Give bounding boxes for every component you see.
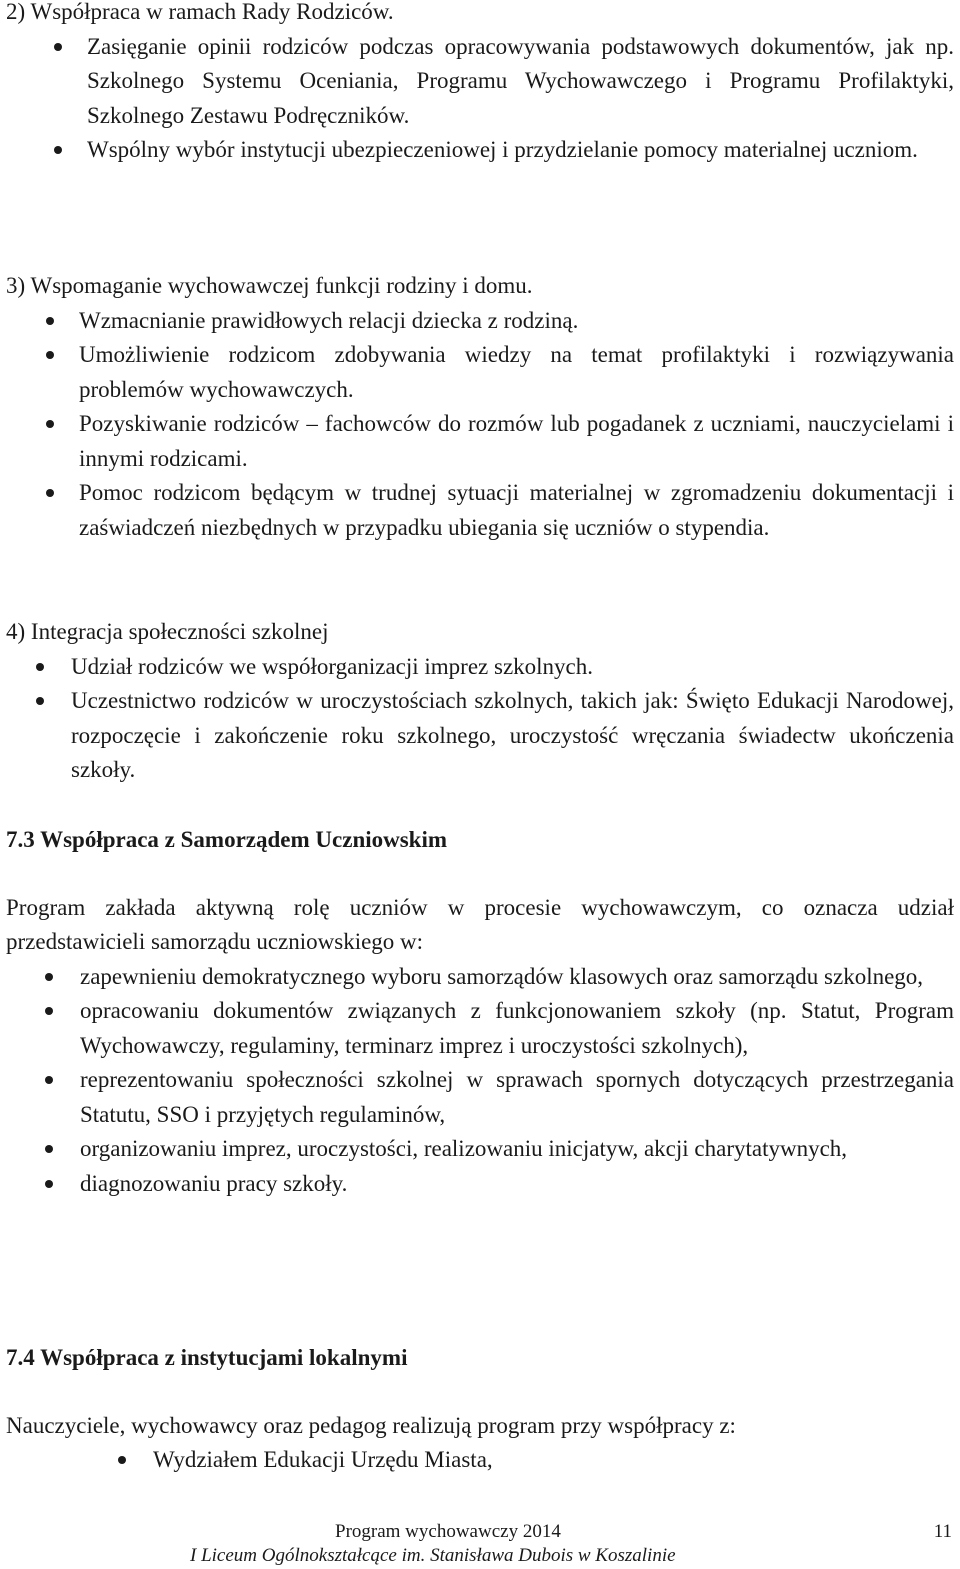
list-item-text: reprezentowaniu społeczności szkolnej w sprawach spornych dotyczących przestrzegania Statutu, SSO i przyjętych regulaminów,	[80, 1067, 954, 1127]
bullet-list	[6, 960, 954, 1202]
bullet-icon	[45, 1076, 53, 1084]
list-item	[6, 960, 954, 995]
section-heading: 7.3 Współpraca z Samorządem Uczniowskim	[6, 827, 448, 852]
bullet-icon	[54, 146, 62, 154]
section-heading: 2) Współpraca w ramach Rady Rodziców.	[6, 0, 394, 24]
list-item	[6, 476, 954, 545]
list-item-text: Umożliwienie rodzicom zdobywania wiedzy na temat profilaktyki i rozwiązywania problemów wychowawczych.	[79, 342, 954, 402]
section-7-4	[6, 1341, 954, 1478]
bullet-list	[6, 304, 954, 546]
list-item	[6, 1132, 954, 1167]
section-heading: 3) Wspomaganie wychowawczej funkcji rodziny i domu.	[6, 273, 533, 298]
bullet-icon	[36, 663, 44, 671]
bullet-list	[6, 650, 954, 788]
bullet-icon	[45, 1145, 53, 1153]
list-item-text: Uczestnictwo rodziców w uroczystościach szkolnych, takich jak: Święto Edukacji Narodowej, rozpoczęcie i zakończenie roku szkolnego, uroczystość wręczania świadectw ukończenia szkoły.	[71, 688, 954, 782]
list-item	[6, 1167, 954, 1202]
bullet-icon	[118, 1456, 126, 1464]
bullet-icon	[45, 1180, 53, 1188]
list-item-text: Zasięganie opinii rodziców podczas opracowywania podstawowych dokumentów, jak np. Szkolnego Systemu Oceniania, Programu Wychowawczego i Programu Profilaktyki, Szkolnego Zestawu Podręczników.	[87, 33, 954, 128]
bullet-icon	[46, 420, 54, 428]
list-item	[6, 30, 954, 134]
list-item	[6, 1443, 954, 1478]
list-item	[6, 133, 954, 168]
bullet-list	[6, 30, 954, 168]
list-item-text: Wydziałem Edukacji Urzędu Miasta,	[153, 1447, 493, 1472]
bullet-icon	[46, 317, 54, 325]
list-item-text: opracowaniu dokumentów związanych z funkcjonowaniem szkoły (np. Statut, Program Wychowawczy, regulaminy, terminarz imprez i uroczystości szkolnych),	[80, 998, 954, 1058]
footer-program-title: Program wychowawczy 2014	[335, 1521, 561, 1542]
section-3	[6, 269, 954, 545]
footer-school-name: I Liceum Ogólnokształcące im. Stanisława Dubois w Koszalinie	[190, 1545, 676, 1566]
list-item-text: diagnozowaniu pracy szkoły.	[80, 1170, 348, 1196]
list-item	[6, 1063, 954, 1132]
list-item-text: Udział rodziców we współorganizacji imprez szkolnych.	[71, 653, 594, 679]
list-item-text: Wspólny wybór instytucji ubezpieczeniowej i przydzielanie pomocy materialnej uczniom.	[87, 137, 918, 162]
section-heading: 7.4 Współpraca z instytucjami lokalnymi	[6, 1345, 408, 1370]
bullet-icon	[45, 973, 53, 981]
list-item	[6, 338, 954, 407]
list-item-text: Wzmacnianie prawidłowych relacji dziecka z rodziną.	[79, 307, 579, 333]
bullet-icon	[36, 697, 44, 705]
bullet-list	[6, 1443, 954, 1478]
bullet-icon	[54, 43, 62, 51]
list-item-text: Pozyskiwanie rodziców – fachowców do rozmów lub pogadanek z uczniami, nauczycielami i innymi rodzicami.	[79, 411, 954, 471]
list-item-text: zapewnieniu demokratycznego wyboru samorządów klasowych oraz samorządu szkolnego,	[80, 963, 924, 989]
section-intro: Nauczyciele, wychowawcy oraz pedagog realizują program przy współpracy z:	[6, 1412, 736, 1438]
bullet-icon	[46, 489, 54, 497]
list-item-text: Pomoc rodzicom będącym w trudnej sytuacji materialnej w zgromadzeniu dokumentacji i zaświadczeń niezbędnych w przypadku ubiegania się uczniów o stypendia.	[79, 480, 954, 540]
section-intro: Program zakłada aktywną rolę uczniów w procesie wychowawczym, co oznacza udział przedstawicieli samorządu uczniowskiego w:	[6, 894, 954, 954]
list-item	[6, 650, 954, 685]
section-2	[6, 0, 954, 168]
list-item-text: organizowaniu imprez, uroczystości, realizowaniu inicjatyw, akcji charytatywnych,	[80, 1136, 848, 1161]
list-item	[6, 994, 954, 1063]
page-number: 11	[933, 1521, 952, 1542]
bullet-icon	[45, 1007, 53, 1015]
list-item	[6, 684, 954, 788]
bullet-icon	[46, 351, 54, 359]
list-item	[6, 304, 954, 339]
list-item	[6, 407, 954, 476]
section-heading: 4) Integracja społeczności szkolnej	[6, 619, 329, 644]
section-7-3	[6, 823, 954, 1201]
section-4	[6, 615, 954, 788]
